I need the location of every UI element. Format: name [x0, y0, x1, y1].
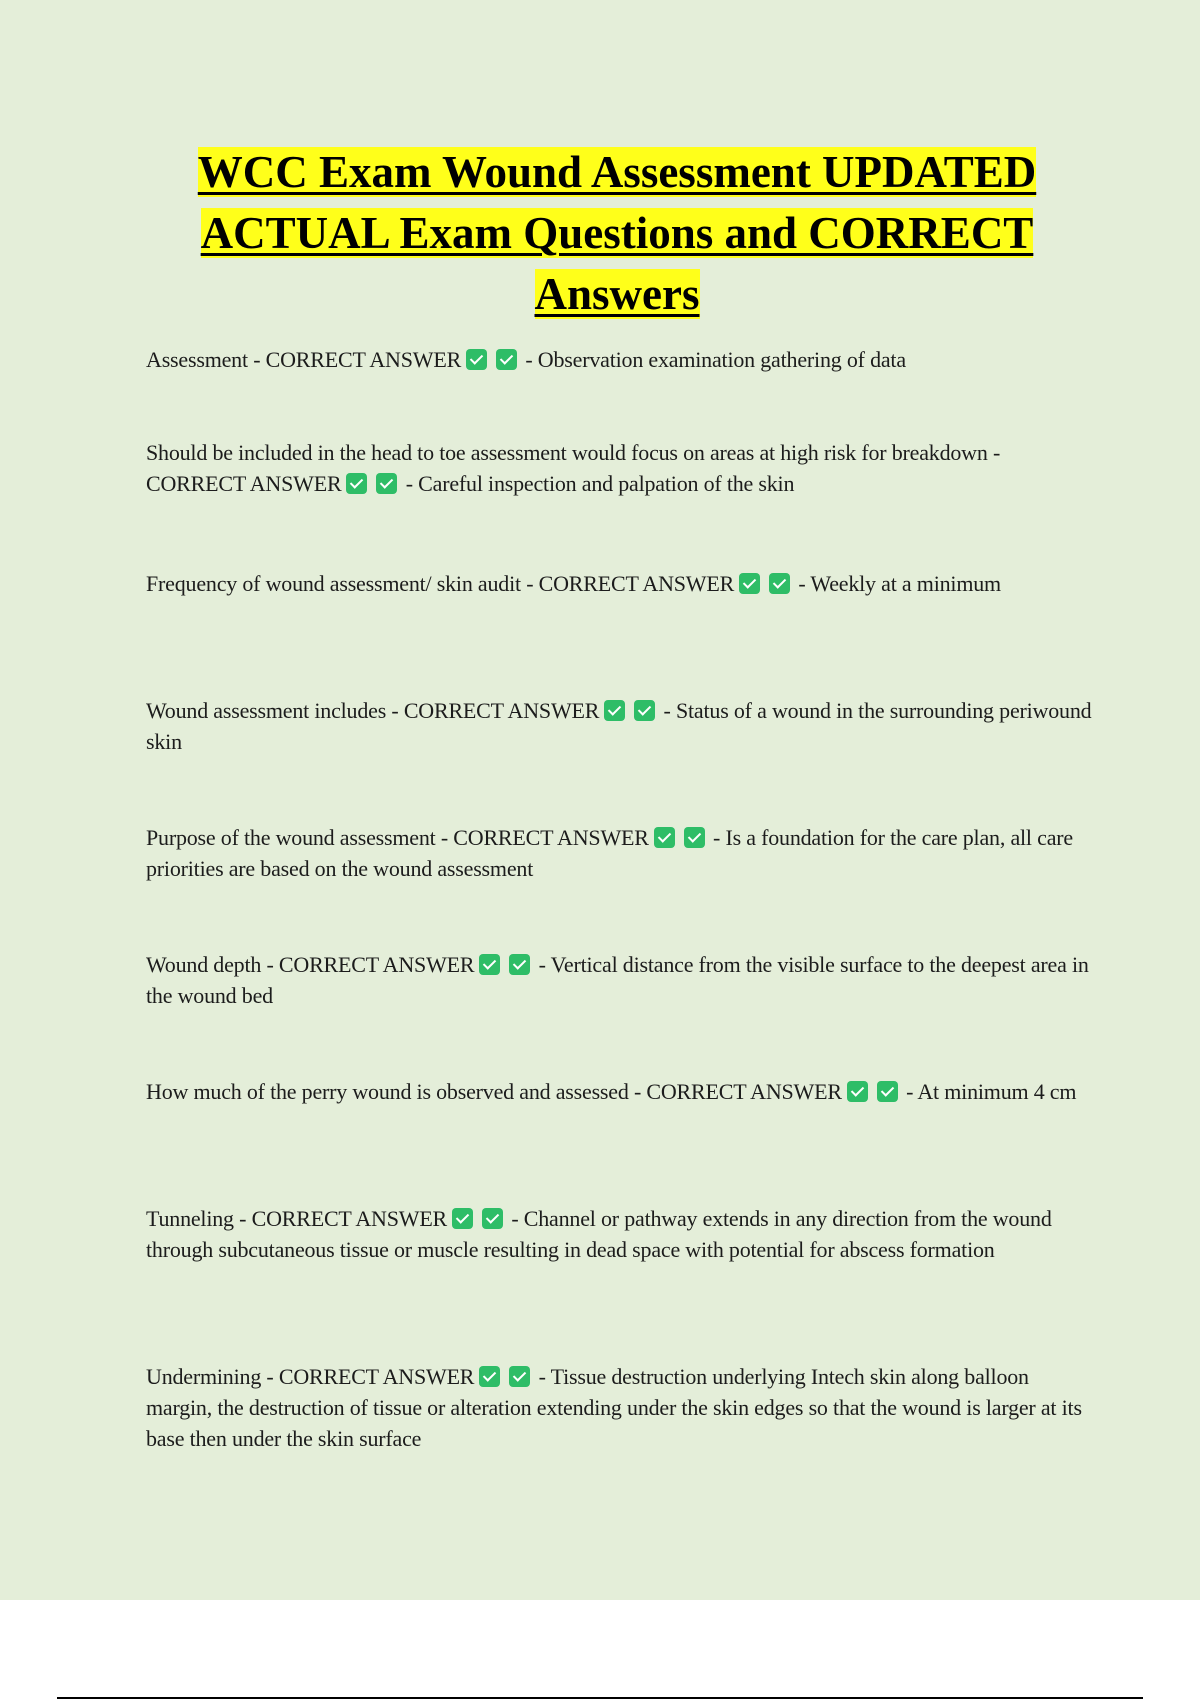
- green-check-icon: [482, 1208, 503, 1229]
- green-check-icon: [847, 1081, 868, 1102]
- qa-item-8: [146, 1203, 1096, 1265]
- qa-item-6: [146, 949, 1096, 1011]
- qa-item-5: [146, 822, 1096, 884]
- correct-answer-label: CORRECT ANSWER: [646, 1079, 842, 1104]
- correct-answer-label: CORRECT ANSWER: [278, 1364, 475, 1389]
- green-check-icon: [769, 573, 790, 594]
- green-check-icon: [466, 349, 487, 370]
- document-title: [145, 142, 1089, 325]
- answer-text: - Vertical distance from the visible surface to the deepest area in the wound bed: [146, 952, 1089, 1008]
- green-check-icon: [654, 827, 675, 848]
- question-text: Tunneling -: [146, 1206, 252, 1231]
- green-check-icon: [452, 1208, 473, 1229]
- green-check-icon: [739, 573, 760, 594]
- question-text: Wound depth -: [146, 952, 279, 977]
- question-text: Frequency of wound assessment/ skin audit -: [146, 571, 539, 596]
- question-text: Assessment -: [146, 347, 266, 372]
- green-check-icon: [376, 473, 397, 494]
- question-text: Wound assessment includes -: [146, 698, 404, 723]
- qa-item-2: [146, 437, 1096, 499]
- answer-text: - Tissue destruction underlying Intech skin along balloon margin, the destruction of tissue or alteration extending under the skin edges so that the wound is larger at its base then under the skin surface: [146, 1364, 1082, 1451]
- correct-answer-label: CORRECT ANSWER: [251, 1206, 448, 1231]
- qa-item-1: [146, 344, 1096, 375]
- green-check-icon: [346, 473, 367, 494]
- green-check-icon: [604, 700, 625, 721]
- answer-text: - Status of a wound in the surrounding periwound skin: [146, 698, 1092, 754]
- correct-answer-label: CORRECT ANSWER: [146, 471, 342, 496]
- title-highlight: WCC Exam Wound Assessment UPDATED ACTUAL Exam Questions and CORRECT Answers: [197, 147, 1037, 319]
- green-check-icon: [877, 1081, 898, 1102]
- answer-text: - Is a foundation for the care plan, all care priorities are based on the wound assessment: [146, 825, 1073, 881]
- correct-answer-label: CORRECT ANSWER: [538, 571, 735, 596]
- qa-item-4: [146, 695, 1096, 757]
- answer-text: - Weekly at a minimum: [793, 571, 1001, 596]
- correct-answer-label: CORRECT ANSWER: [403, 698, 600, 723]
- qa-item-9: [146, 1361, 1096, 1454]
- green-check-icon: [634, 700, 655, 721]
- question-text: Undermining -: [146, 1364, 279, 1389]
- correct-answer-label: CORRECT ANSWER: [265, 347, 462, 372]
- answer-text: - At minimum 4 cm: [900, 1079, 1077, 1104]
- question-text: Should be included in the head to toe assessment would focus on areas at high risk for breakdown -: [146, 440, 1001, 465]
- green-check-icon: [496, 349, 517, 370]
- correct-answer-label: CORRECT ANSWER: [278, 952, 475, 977]
- answer-text: - Careful inspection and palpation of the skin: [400, 471, 795, 496]
- question-text: How much of the perry wound is observed and assessed -: [146, 1079, 647, 1104]
- green-check-icon: [509, 1366, 530, 1387]
- answer-text: - Observation examination gathering of data: [520, 347, 906, 372]
- green-check-icon: [479, 1366, 500, 1387]
- footer-divider: [57, 1697, 1143, 1699]
- qa-item-3: [146, 568, 1096, 599]
- answer-text: - Channel or pathway extends in any direction from the wound through subcutaneous tissue or muscle resulting in dead space with potential for abscess formation: [146, 1206, 1052, 1262]
- green-check-icon: [479, 954, 500, 975]
- question-text: Purpose of the wound assessment -: [146, 825, 454, 850]
- qa-item-7: [146, 1076, 1096, 1107]
- green-check-icon: [509, 954, 530, 975]
- green-check-icon: [684, 827, 705, 848]
- correct-answer-label: CORRECT ANSWER: [453, 825, 649, 850]
